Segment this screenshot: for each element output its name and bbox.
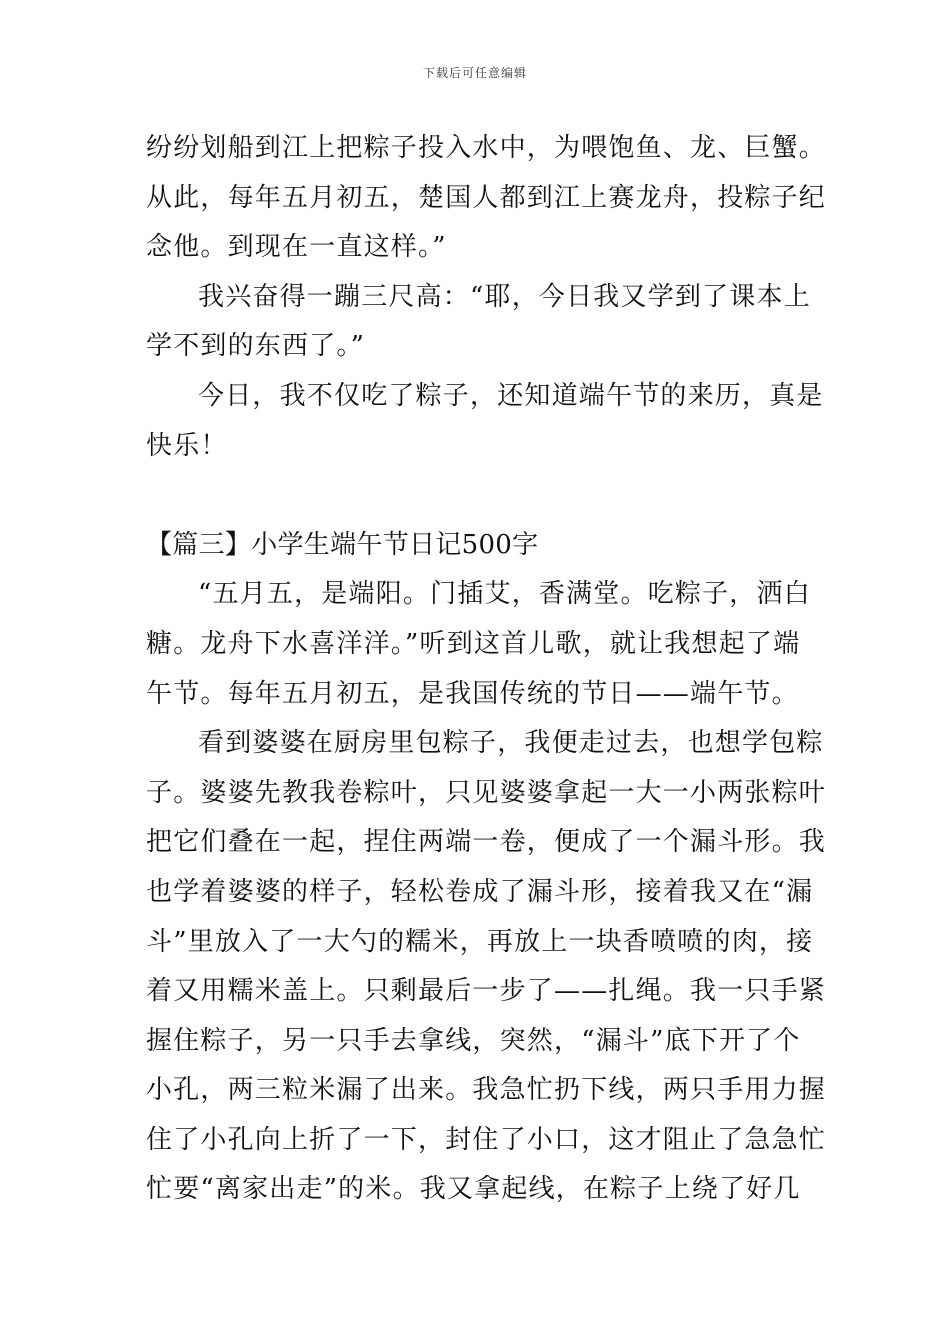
text-line: 忙要“离家出走”的米。我又拿起线，在粽子上绕了好几 (146, 1174, 801, 1205)
section-heading: 【篇三】小学生端午节日记500字 (146, 529, 539, 560)
text-line: 子。婆婆先教我卷粽叶，只见婆婆拿起一大一小两张粽叶 (146, 777, 827, 808)
text-line: 学不到的东西了。” (146, 331, 366, 362)
text-line: 把它们叠在一起，捏住两端一卷，便成了一个漏斗形。我 (146, 827, 827, 858)
paragraph-start-line: “五月五，是端阳。门插艾，香满堂。吃粽子，洒白 (198, 579, 811, 610)
text-line: 从此，每年五月初五，楚国人都到江上赛龙舟，投粽子纪 (146, 182, 827, 213)
text-line: 握住粽子，另一只手去拿线，突然，“漏斗”底下开了个 (146, 1025, 801, 1056)
text-line: 糖。龙舟下水喜洋洋。”听到这首儿歌，就让我想起了端 (146, 628, 801, 659)
text-line: 斗”里放入了一大勺的糯米，再放上一块香喷喷的肉，接 (146, 926, 814, 957)
paragraph-start-line: 看到婆婆在厨房里包粽子，我便走过去，也想学包粽 (198, 728, 824, 759)
text-line: 小孔，两三粒米漏了出来。我急忙扔下线，两只手用力握 (146, 1075, 827, 1106)
text-line: 也学着婆婆的样子，轻松卷成了漏斗形，接着我又在“漏 (146, 876, 814, 907)
text-line: 着又用糯米盖上。只剩最后一步了——扎绳。我一只手紧 (146, 976, 827, 1007)
text-line: 纷纷划船到江上把粽子投入水中，为喂饱鱼、龙、巨蟹。 (146, 133, 827, 163)
text-line: 午节。每年五月初五，是我国传统的节日——端午节。 (146, 678, 799, 709)
paragraph-start-line: 我兴奋得一蹦三尺高：“耶，今日我又学到了课本上 (198, 281, 811, 312)
section-spacer (146, 471, 810, 521)
page-header: 下载后可任意编辑 (422, 66, 527, 80)
text-line: 住了小孔向上折了一下，封住了小口，这才阻止了急急忙 (146, 1124, 827, 1155)
text-line: 念他。到现在一直这样。” (146, 232, 447, 263)
document-body (146, 124, 827, 1215)
text-line: 快乐！ (146, 430, 228, 461)
paragraph-start-line: 今日，我不仅吃了粽子，还知道端午节的来历，真是 (198, 380, 824, 411)
